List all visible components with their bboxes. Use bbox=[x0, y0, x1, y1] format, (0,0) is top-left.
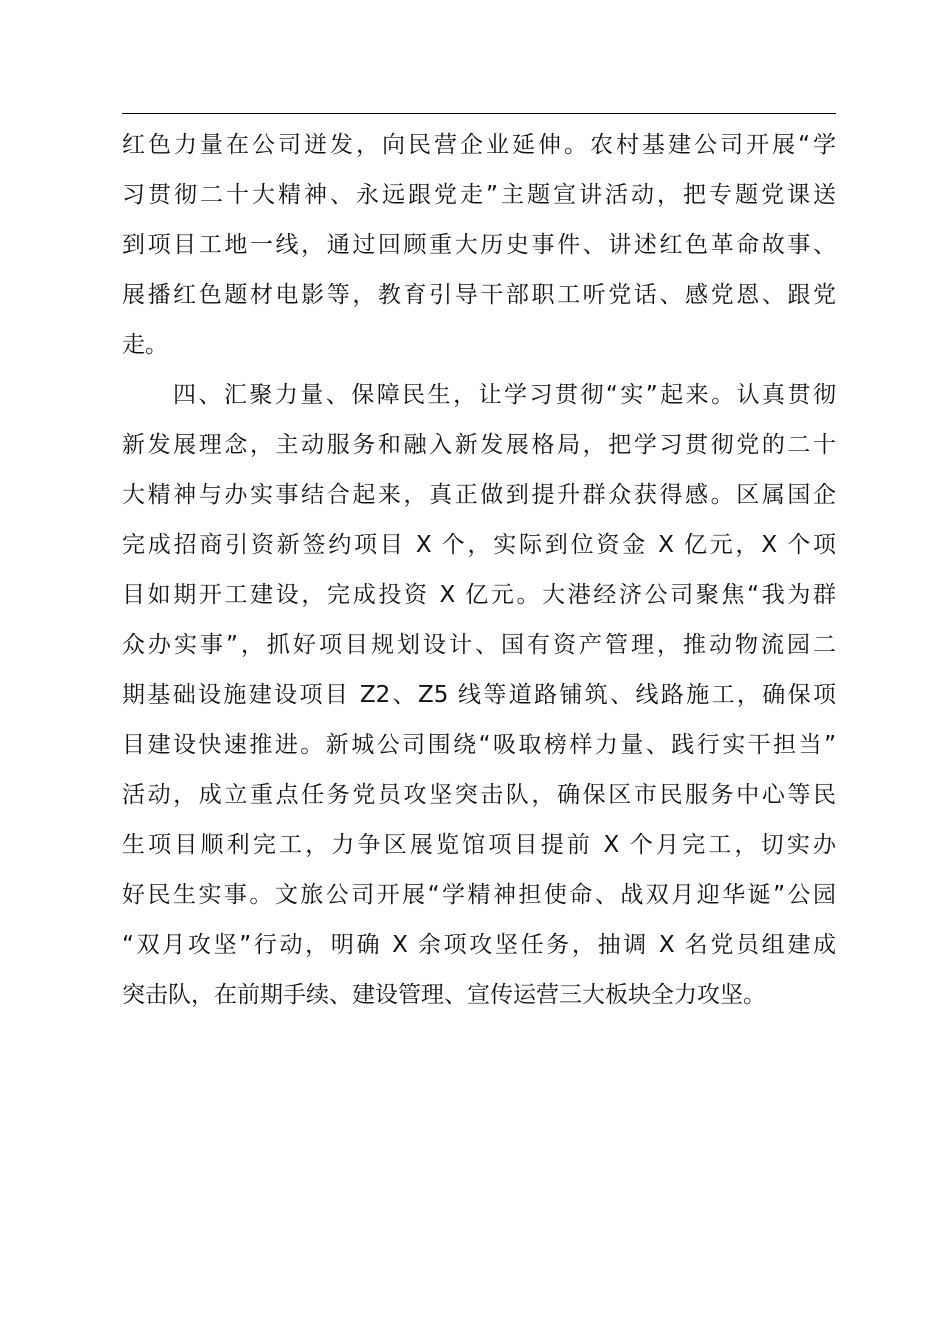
text-line: 目如期开工建设，完成投资 X 亿元。大港经济公司聚焦“我为群 bbox=[122, 582, 836, 608]
text-line: “双月攻坚”行动，明确 X 余项攻坚任务，抽调 X 名党员组建成 bbox=[122, 932, 836, 958]
text-line: 走。 bbox=[122, 332, 168, 358]
text-line: 生项目顺利完工，力争区展览馆项目提前 X 个月完工，切实办 bbox=[122, 832, 836, 858]
text-line: 习贯彻二十大精神、永远跟党走”主题宣讲活动，把专题党课送 bbox=[122, 182, 836, 208]
text-line: 活动，成立重点任务党员攻坚突击队，确保区市民服务中心等民 bbox=[122, 782, 836, 808]
text-line: 展播红色题材电影等，教育引导干部职工听党话、感党恩、跟党 bbox=[122, 282, 836, 308]
text-line: 好民生实事。文旅公司开展“学精神担使命、战双月迎华诞”公园 bbox=[122, 882, 836, 908]
document-body bbox=[122, 120, 836, 1020]
text-line: 红色力量在公司迸发，向民营企业延伸。农村基建公司开展“学 bbox=[122, 132, 836, 158]
text-line: 完成招商引资新签约项目 X 个，实际到位资金 X 亿元，X 个项 bbox=[122, 532, 836, 558]
header-rule bbox=[122, 113, 836, 114]
paragraph-continued bbox=[122, 120, 836, 370]
text-line: 目建设快速推进。新城公司围绕“吸取榜样力量、践行实干担当” bbox=[122, 732, 836, 758]
section-heading-line: 四、汇聚力量、保障民生，让学习贯彻“实”起来。认真贯彻 bbox=[122, 382, 836, 408]
text-line: 期基础设施建设项目 Z2、Z5 线等道路铺筑、线路施工，确保项 bbox=[122, 682, 836, 708]
text-line: 突击队，在前期手续、建设管理、宣传运营三大板块全力攻坚。 bbox=[122, 982, 766, 1008]
text-line: 到项目工地一线，通过回顾重大历史事件、讲述红色革命故事、 bbox=[122, 232, 836, 258]
text-line: 新发展理念，主动服务和融入新发展格局，把学习贯彻党的二十 bbox=[122, 432, 836, 458]
text-line: 众办实事”，抓好项目规划设计、国有资产管理，推动物流园二 bbox=[122, 632, 836, 658]
text-line: 大精神与办实事结合起来，真正做到提升群众获得感。区属国企 bbox=[122, 482, 836, 508]
paragraph-section-four bbox=[122, 370, 836, 1020]
